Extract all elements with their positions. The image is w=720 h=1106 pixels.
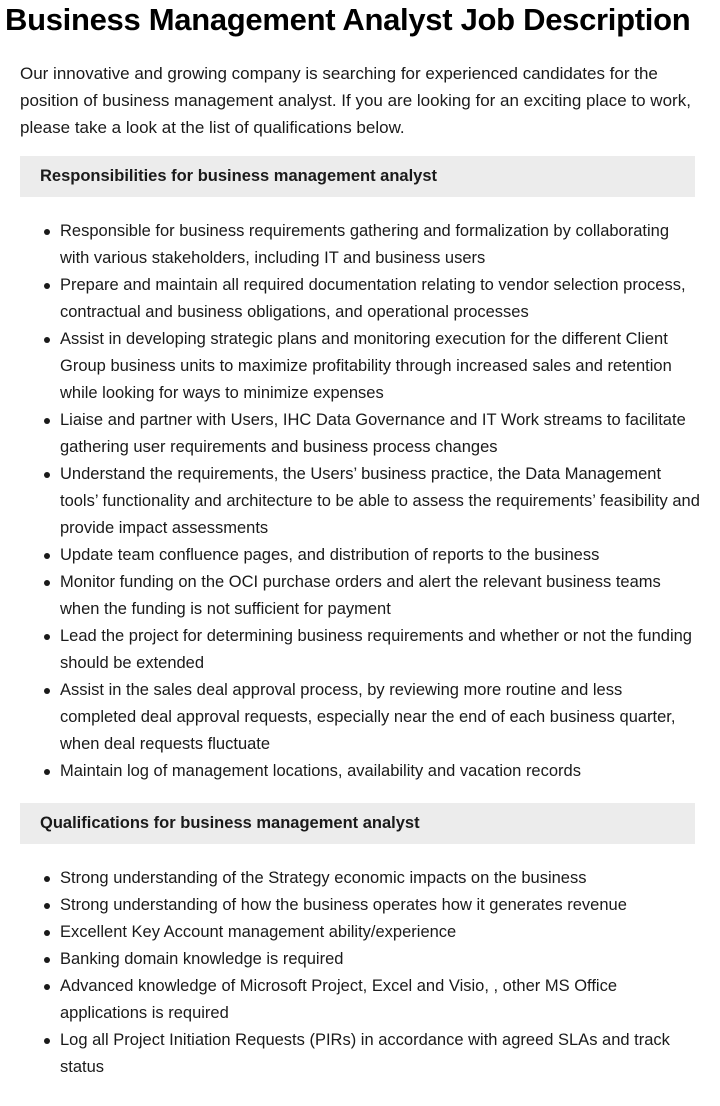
list-item: Lead the project for determining business requirements and whether or not the funding should be extended <box>60 623 700 677</box>
list-item: Prepare and maintain all required documentation relating to vendor selection process, contractual and business obligations, and operational processes <box>60 272 700 326</box>
list-item: Advanced knowledge of Microsoft Project, Excel and Visio, , other MS Office applications is required <box>60 973 700 1027</box>
list-item: Monitor funding on the OCI purchase orders and alert the relevant business teams when the funding is not sufficient for payment <box>60 569 700 623</box>
list-item: Log all Project Initiation Requests (PIRs) in accordance with agreed SLAs and track status <box>60 1027 700 1081</box>
list-item: Banking domain knowledge is required <box>60 946 700 973</box>
list-item: Excellent Key Account management ability/experience <box>60 919 700 946</box>
list-item: Strong understanding of how the business operates how it generates revenue <box>60 892 700 919</box>
list-item: Responsible for business requirements gathering and formalization by collaborating with various stakeholders, including IT and business users <box>60 218 700 272</box>
responsibilities-list <box>0 218 700 785</box>
page-title: Business Management Analyst Job Description <box>5 2 691 37</box>
list-item: Assist in the sales deal approval process, by reviewing more routine and less completed deal approval requests, especially near the end of each business quarter, when deal requests fluctuate <box>60 677 700 758</box>
list-item: Understand the requirements, the Users’ business practice, the Data Management tools’ functionality and architecture to be able to assess the requirements’ feasibility and provide impact assessments <box>60 461 700 542</box>
list-item: Assist in developing strategic plans and monitoring execution for the different Client Group business units to maximize profitability through increased sales and retention while looking for ways to minimize expenses <box>60 326 700 407</box>
intro-paragraph: Our innovative and growing company is searching for experienced candidates for the position of business management analyst. If you are looking for an exciting place to work, please take a look at the list of qualifications below. <box>20 64 691 137</box>
list-item: Update team confluence pages, and distribution of reports to the business <box>60 542 700 569</box>
list-item: Maintain log of management locations, availability and vacation records <box>60 758 700 785</box>
qualifications-heading: Qualifications for business management analyst <box>20 803 695 844</box>
list-item: Liaise and partner with Users, IHC Data Governance and IT Work streams to facilitate gathering user requirements and business process changes <box>60 407 700 461</box>
list-item: Strong understanding of the Strategy economic impacts on the business <box>60 865 700 892</box>
responsibilities-heading: Responsibilities for business management analyst <box>20 156 695 197</box>
qualifications-list <box>0 865 700 1081</box>
